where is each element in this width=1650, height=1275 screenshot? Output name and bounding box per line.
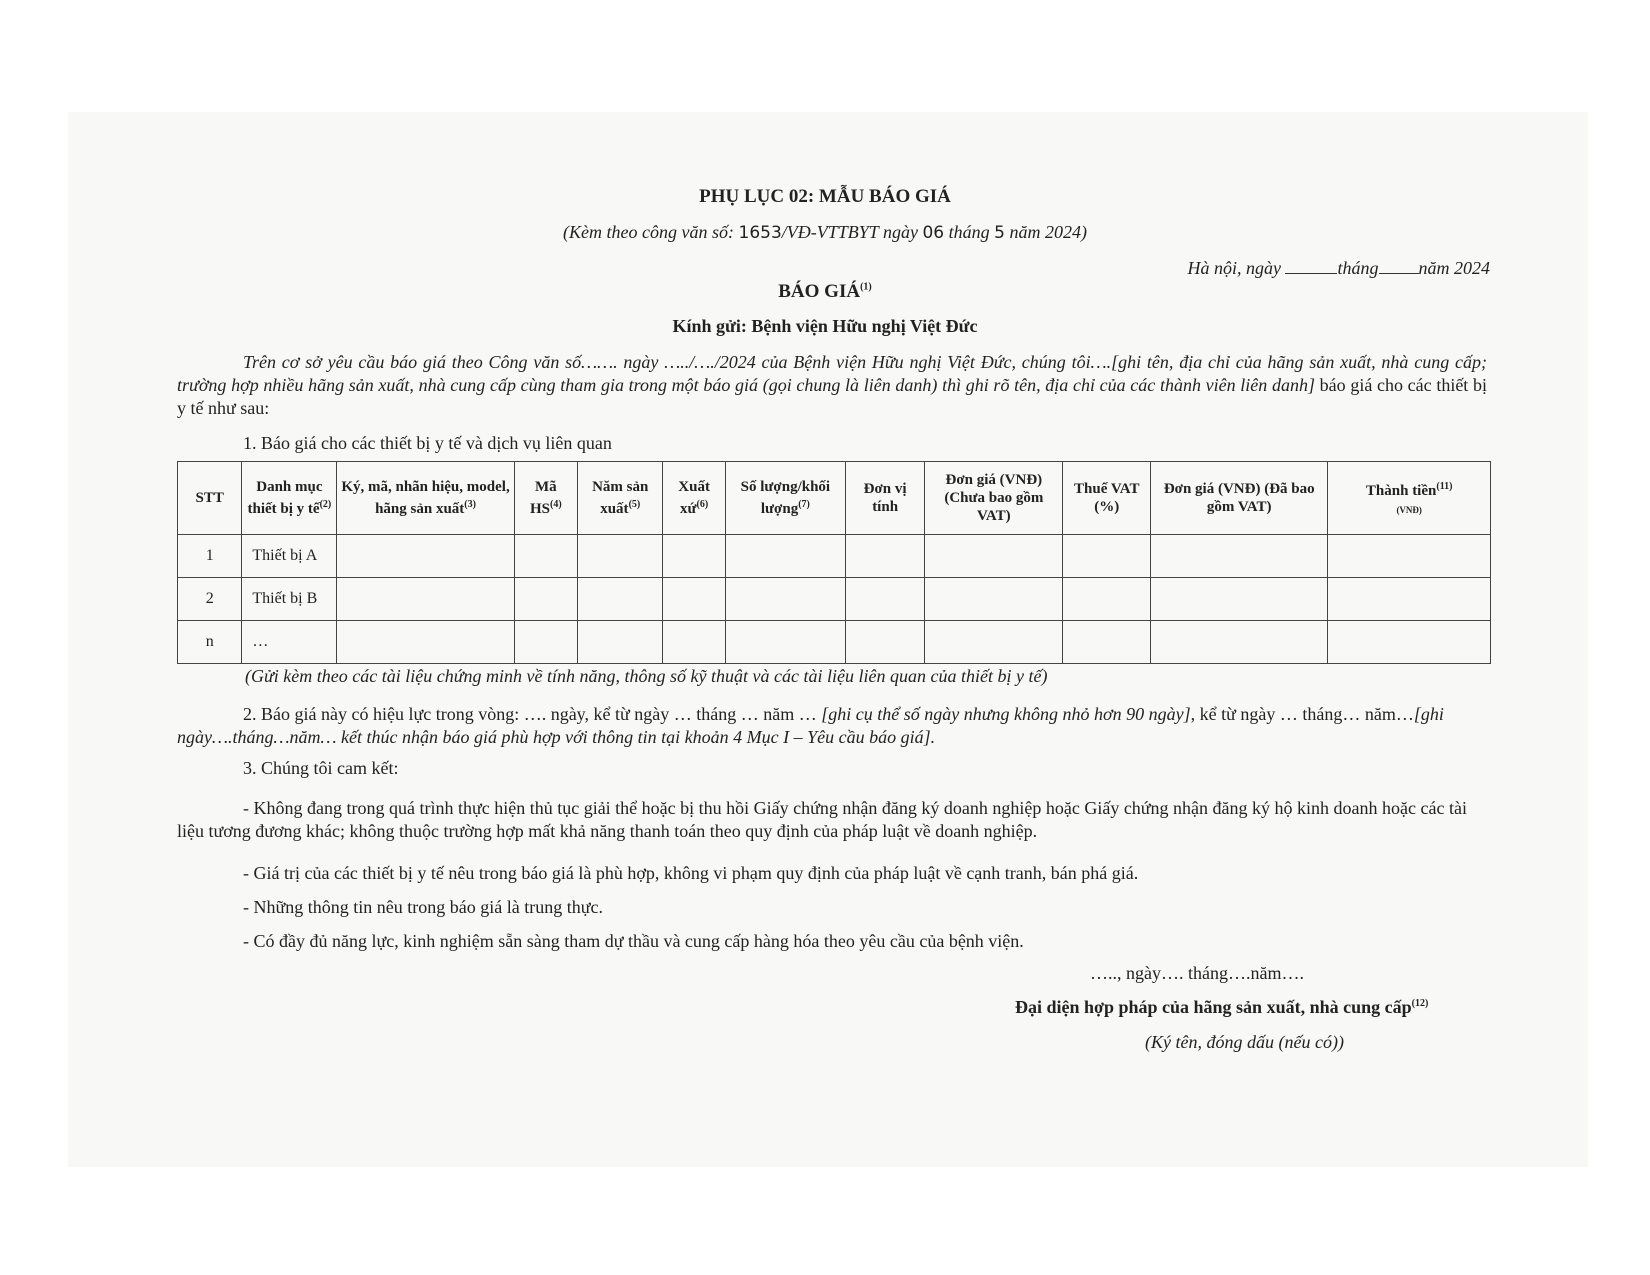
quote-heading-sup: (1) <box>860 281 872 293</box>
header-text: Đơn giá (VNĐ) (Đã bao gồm VAT) <box>1163 481 1315 515</box>
table-row <box>178 535 1491 578</box>
header-text: Đơn giá (VNĐ) (Chưa bao gồm VAT) <box>944 472 1044 524</box>
cell-empty <box>1063 578 1151 621</box>
table-note: (Gửi kèm theo các tài liệu chứng minh về tính năng, thông số kỹ thuật và các tài liệu liên quan của thiết bị y tế) <box>245 666 1048 686</box>
header-sup: (3) <box>464 499 476 510</box>
cell-empty <box>725 578 845 621</box>
cell-empty <box>1151 578 1328 621</box>
header-unit-price-excl-vat <box>925 462 1063 535</box>
cell-empty <box>577 578 662 621</box>
cell-device-name: Thiết bị B <box>242 578 337 621</box>
section-2-italic: [ghi cụ thể số ngày nhưng không nhỏ hơn 90 ngày] <box>821 704 1191 724</box>
date-year: năm 2024 <box>1418 258 1490 278</box>
commitment-item: - Có đầy đủ năng lực, kinh nghiệm sẵn sàng tham dự thầu và cung cấp hàng hóa theo yêu cầu của bệnh viện. <box>243 931 1024 951</box>
header-year <box>577 462 662 535</box>
header-hs-code <box>514 462 577 535</box>
commitment-item: - Không đang trong quá trình thực hiện thủ tục giải thể hoặc bị thu hồi Giấy chứng nhận đăng ký doanh nghiệp hoặc Giấy chứng nhận đăng ký hộ kinh doanh hoặc các tài liệu tương đương khác; không thuộc trường hợp mất khả năng thanh toán theo quy định của pháp luật về doanh nghiệp. <box>177 798 1467 841</box>
cell-empty <box>846 621 925 664</box>
appendix-title: PHỤ LỤC 02: MẪU BÁO GIÁ <box>699 186 951 207</box>
cell-stt: 2 <box>178 578 242 621</box>
signature-title <box>1015 997 1428 1018</box>
header-brand-model <box>337 462 514 535</box>
date-place: Hà nội, ngày <box>1187 258 1281 278</box>
header-sub: (VNĐ) <box>1396 504 1422 515</box>
intro-paragraph <box>177 351 1487 420</box>
cell-empty <box>1151 621 1328 664</box>
cell-empty <box>337 578 514 621</box>
cell-stt: n <box>178 621 242 664</box>
section-2-paragraph <box>177 703 1487 749</box>
cell-device-name: Thiết bị A <box>242 535 337 578</box>
quote-heading <box>0 281 1650 303</box>
table-row <box>178 621 1491 664</box>
cell-empty <box>925 621 1063 664</box>
header-text: Thuế VAT (%) <box>1074 481 1140 515</box>
cell-empty <box>846 578 925 621</box>
header-text: Số lượng/khối lượng <box>740 479 831 517</box>
header-total <box>1328 462 1491 535</box>
header-sup: (11) <box>1436 480 1453 492</box>
cell-empty <box>577 621 662 664</box>
header-sup: (2) <box>319 499 332 510</box>
commitment-item: - Những thông tin nêu trong báo giá là trung thực. <box>243 897 603 917</box>
cell-empty <box>846 535 925 578</box>
header-quantity <box>725 462 845 535</box>
subtitle-mid: /VĐ-VTTBYT ngày <box>781 222 923 242</box>
cell-empty <box>925 535 1063 578</box>
table-row <box>178 578 1491 621</box>
date-line <box>1187 258 1490 279</box>
subtitle-prefix: (Kèm theo công văn số: <box>563 222 739 242</box>
header-unit <box>846 462 925 535</box>
header-text: Thành tiền <box>1365 482 1437 499</box>
section-2-text-2: , kể từ ngày … tháng… năm… <box>1190 704 1414 724</box>
cell-device-name: … <box>242 621 337 664</box>
cell-empty <box>663 621 725 664</box>
header-unit-price-incl-vat <box>1151 462 1328 535</box>
intro-italic: Trên cơ sở yêu cầu báo giá theo Công văn số……. ngày …../…./2024 của Bệnh viện Hữu nghị Việt Đức, chúng tôi….[ghi tên, địa chỉ của hãng sản xuất, nhà cung cấp; trường hợp nhiều hãng sản xuất, nhà cung cấp cùng tham gia trong một báo giá (gọi chung là liên danh) thì ghi rõ tên, địa chỉ của các thành viên liên danh] <box>177 352 1487 395</box>
cell-empty <box>1063 621 1151 664</box>
header-sup: (6) <box>696 499 709 510</box>
cell-empty <box>577 535 662 578</box>
subtitle-suffix: năm 2024) <box>1004 222 1087 242</box>
cell-stt: 1 <box>178 535 242 578</box>
handwritten-month: 5 <box>994 223 1005 243</box>
cell-empty <box>1151 535 1328 578</box>
signature-note: (Ký tên, đóng dấu (nếu có)) <box>1145 1032 1344 1052</box>
header-text: STT <box>195 490 224 506</box>
header-text: Ký, mã, nhãn hiệu, model, hãng sản xuất <box>341 479 510 517</box>
section-2-italic-2: [ghi ngày….tháng…năm… kết thúc nhận báo giá phù hợp với thông tin tại khoản 4 Mục I – Yêu cầu báo giá]. <box>177 704 1444 747</box>
handwritten-day: 06 <box>922 223 945 243</box>
handwritten-number: 1653 <box>738 223 782 243</box>
subtitle-month-label: tháng <box>944 222 995 242</box>
signature-date: ….., ngày…. tháng….năm…. <box>1090 963 1304 983</box>
signature-title-sup: (12) <box>1411 998 1429 1009</box>
cell-empty <box>337 535 514 578</box>
header-vat <box>1063 462 1151 535</box>
date-month: tháng <box>1337 258 1379 278</box>
header-sup: (4) <box>550 499 562 510</box>
quote-heading-text: BÁO GIÁ <box>778 281 861 302</box>
blank-day <box>1285 259 1337 274</box>
section-3-heading: 3. Chúng tôi cam kết: <box>243 758 399 778</box>
recipient-line: Kính gửi: Bệnh viện Hữu nghị Việt Đức <box>672 316 978 336</box>
header-sup: (5) <box>628 499 641 510</box>
header-text: Đơn vị tính <box>863 481 907 515</box>
section-2-text: 2. Báo giá này có hiệu lực trong vòng: …. ngày, kể từ ngày … tháng … năm … <box>243 704 822 724</box>
cell-empty <box>1328 578 1491 621</box>
cell-empty <box>514 535 577 578</box>
cell-empty <box>1328 621 1491 664</box>
cell-empty <box>725 621 845 664</box>
appendix-subtitle <box>0 222 1650 243</box>
table-header-row <box>178 462 1491 535</box>
blank-month <box>1379 259 1419 274</box>
cell-empty <box>514 578 577 621</box>
intro-normal: báo giá cho các thiết bị y tế như sau: <box>177 375 1487 418</box>
header-sup: (7) <box>798 499 810 510</box>
cell-empty <box>1328 535 1491 578</box>
signature-title-text: Đại diện hợp pháp của hãng sản xuất, nhà cung cấp <box>1015 997 1412 1017</box>
header-text: Mã HS <box>529 479 557 517</box>
header-device-list <box>242 462 337 535</box>
cell-empty <box>1063 535 1151 578</box>
quote-table <box>177 461 1491 664</box>
cell-empty <box>925 578 1063 621</box>
cell-empty <box>663 535 725 578</box>
cell-empty <box>514 621 577 664</box>
header-origin <box>663 462 725 535</box>
header-text: Xuất xứ <box>678 479 710 517</box>
commitment-item: - Giá trị của các thiết bị y tế nêu trong báo giá là phù hợp, không vi phạm quy định của pháp luật về cạnh tranh, bán phá giá. <box>243 863 1139 883</box>
section-1-heading: 1. Báo giá cho các thiết bị y tế và dịch vụ liên quan <box>243 433 612 453</box>
header-text: Năm sản xuất <box>592 479 649 517</box>
cell-empty <box>725 535 845 578</box>
cell-empty <box>663 578 725 621</box>
header-stt <box>178 462 242 535</box>
cell-empty <box>337 621 514 664</box>
header-text: Danh mục thiết bị y tế <box>247 479 323 517</box>
